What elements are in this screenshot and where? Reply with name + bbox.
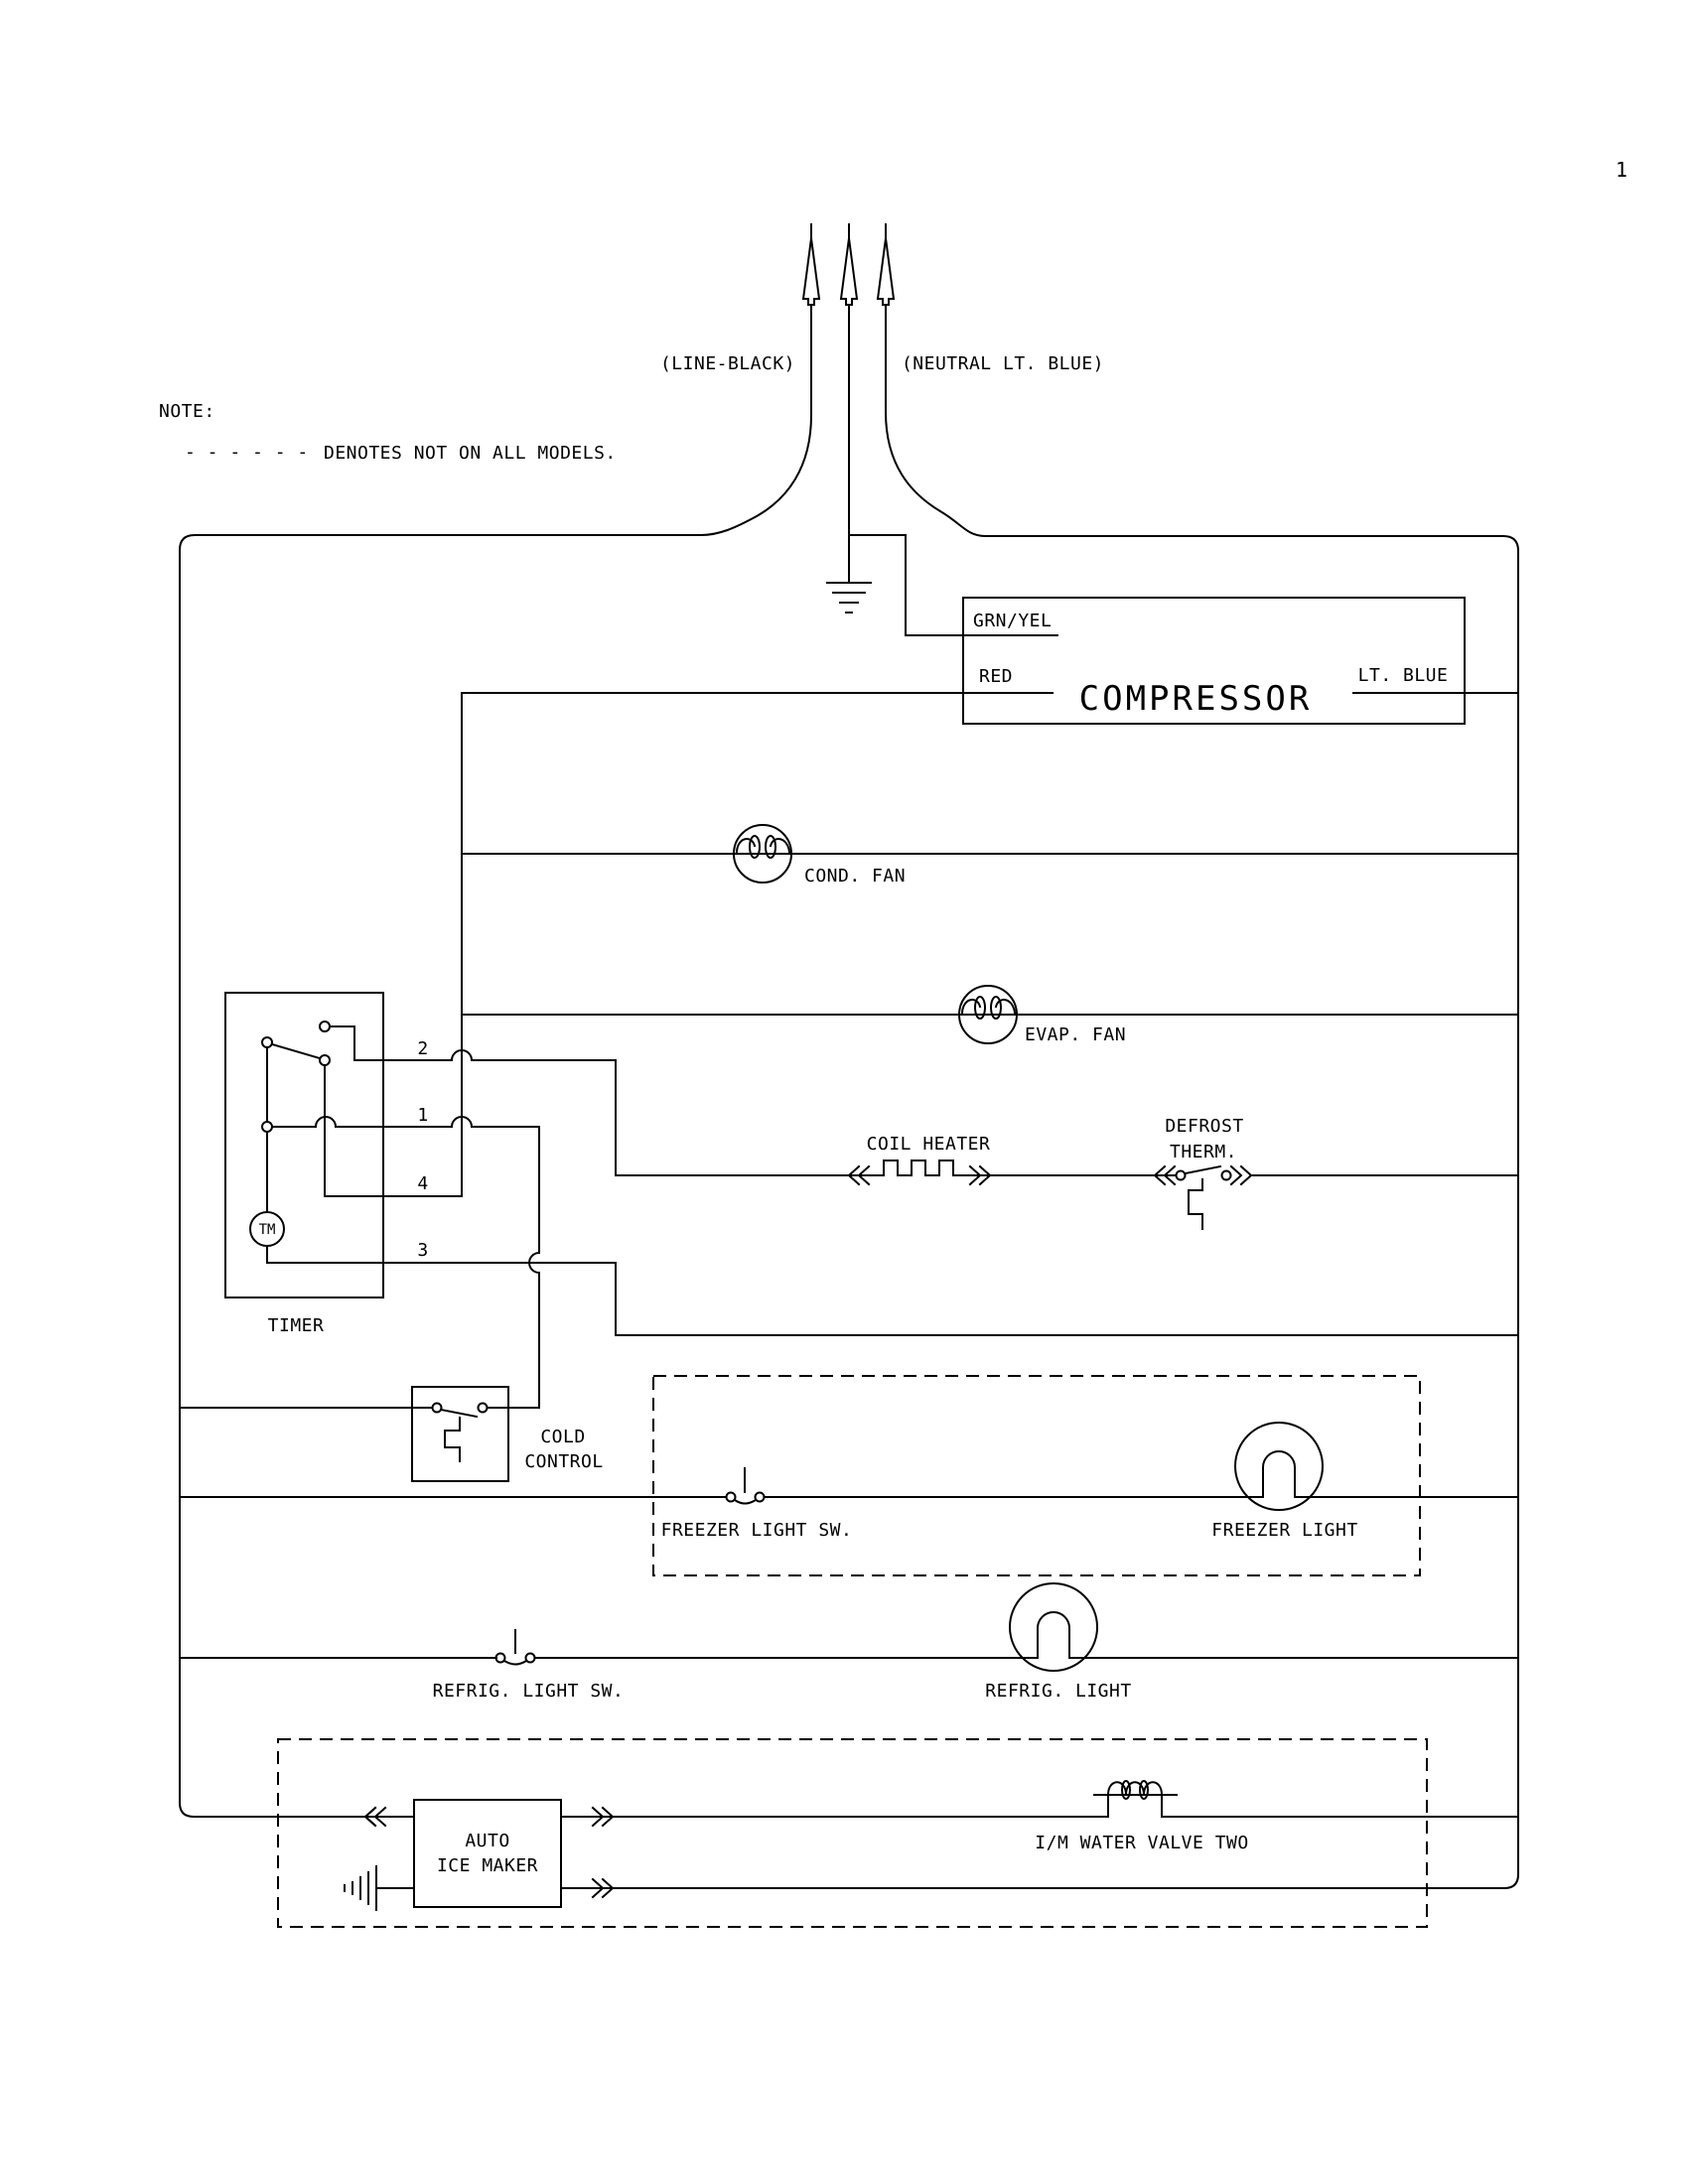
coil-heater-label: COIL HEATER [866,1134,991,1155]
outer-border-right [561,305,1518,1888]
evap-fan-symbol [462,986,1518,1043]
ice-maker-label-1: AUTO [465,1831,510,1851]
compressor-title: COMPRESSOR [1078,679,1313,719]
compressor-red-label: RED [979,666,1014,687]
cond-fan-symbol [462,825,1518,883]
water-valve-coil [561,1781,1518,1817]
note-title: NOTE: [159,401,215,422]
freezer-light-switch-symbol [180,1468,1263,1504]
timer-terminal-1: 1 [417,1105,429,1126]
refrig-light-symbol [1010,1583,1518,1671]
timer-box [225,993,383,1297]
refrig-light-label: REFRIG. LIGHT [985,1681,1132,1702]
compressor-grnyel-label: GRN/YEL [973,611,1053,631]
cold-control-symbol [180,1387,539,1481]
timer-terminal-3: 3 [417,1240,429,1261]
cond-fan-label: COND. FAN [804,866,907,887]
timer-terminal-2: 2 [417,1038,429,1059]
supply-arrows [803,224,894,305]
timer-wire-3 [267,1246,1518,1335]
freezer-light-label: FREEZER LIGHT [1211,1520,1358,1541]
timer-label: TIMER [267,1315,325,1336]
defrost-therm-label-1: DEFROST [1165,1116,1244,1137]
ice-maker-label-2: ICE MAKER [436,1855,539,1876]
timer-terminal-4: 4 [417,1173,429,1194]
ice-maker-ground-symbol [345,1866,414,1910]
icemaker-optional-dashed-box [278,1739,1427,1927]
page-number: 1 [1616,158,1628,182]
cold-control-label-1: COLD [540,1427,586,1447]
defrost-therm-label-2: THERM. [1169,1142,1238,1162]
refrig-light-switch-symbol [180,1630,1038,1665]
freezer-optional-dashed-box [653,1376,1420,1575]
freezer-light-symbol [1235,1423,1518,1510]
compressor-ltblue-label: LT. BLUE [1357,665,1449,686]
freezer-light-sw-label: FREEZER LIGHT SW. [660,1520,853,1541]
water-valve-label: I/M WATER VALVE TWO [1035,1833,1249,1853]
timer-motor-label: TM [258,1222,276,1238]
note-text: DENOTES NOT ON ALL MODELS. [324,443,617,464]
cold-control-label-2: CONTROL [524,1451,604,1472]
line-black-label: (LINE-BLACK) [659,353,796,374]
timer-wire-4 [325,1065,462,1196]
neutral-label: (NEUTRAL LT. BLUE) [901,353,1105,374]
ground-symbol [827,583,871,613]
note-dash-sample: - - - - - - [185,442,309,463]
refrig-light-sw-label: REFRIG. LIGHT SW. [432,1681,625,1702]
evap-fan-label: EVAP. FAN [1025,1024,1127,1045]
